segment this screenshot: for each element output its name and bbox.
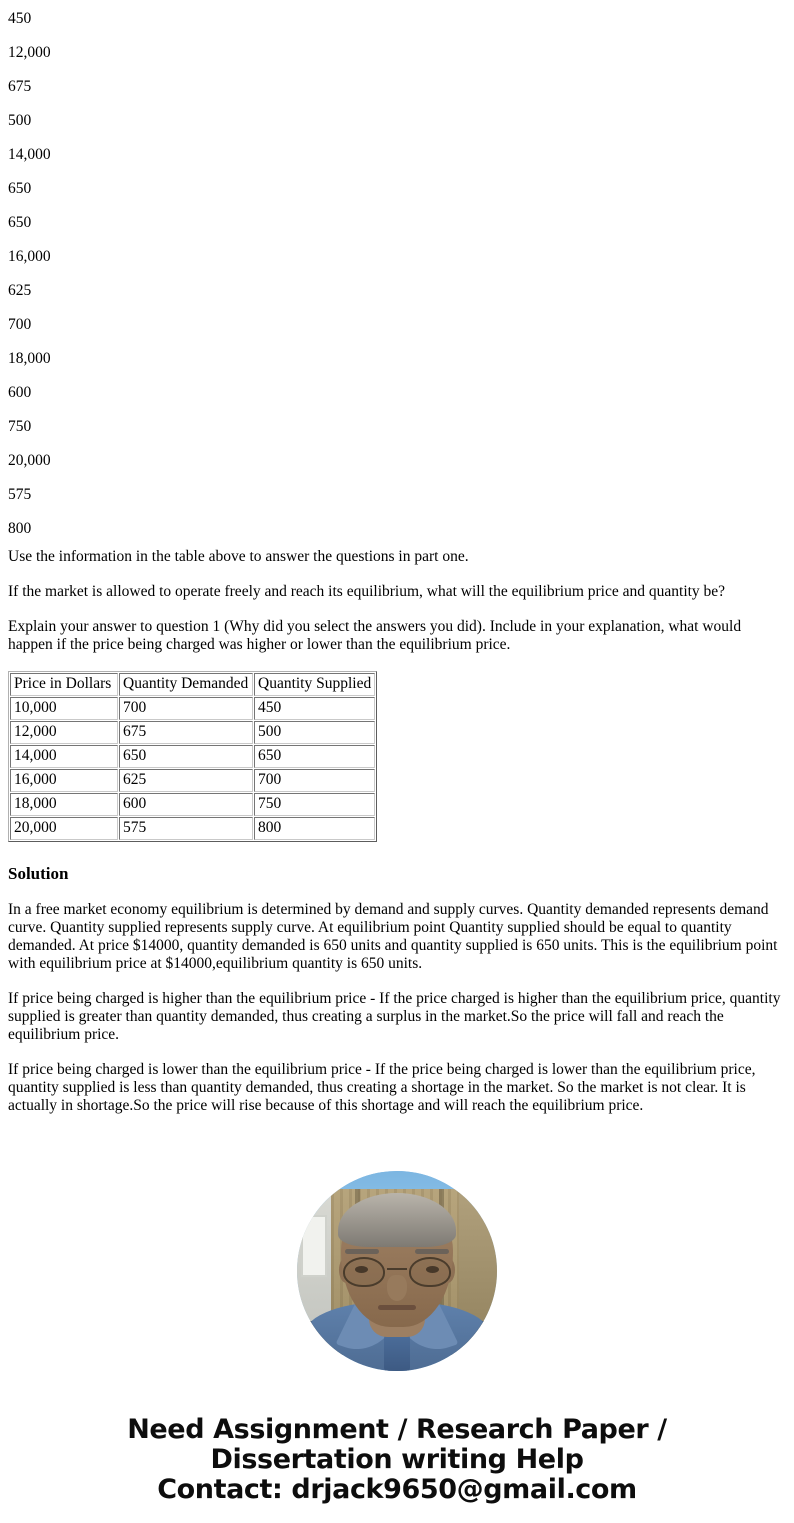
photo-nose bbox=[387, 1275, 407, 1301]
list-item: 700 bbox=[8, 316, 32, 333]
table-row bbox=[10, 793, 375, 816]
list-item: 14,000 bbox=[8, 146, 51, 163]
photo-lens-right bbox=[409, 1257, 451, 1287]
list-item: 800 bbox=[8, 520, 32, 537]
list-item: 20,000 bbox=[8, 452, 51, 469]
photo-tie bbox=[384, 1331, 410, 1371]
stray-number-list bbox=[8, 0, 786, 546]
list-item: 575 bbox=[8, 486, 32, 503]
solution-heading: Solution bbox=[8, 864, 69, 883]
intro-section bbox=[8, 548, 786, 654]
cell-price: 18,000 bbox=[10, 793, 118, 816]
cell-quantity-supplied: 700 bbox=[254, 769, 375, 792]
table-head bbox=[10, 673, 375, 696]
photo-glasses-bridge bbox=[387, 1268, 407, 1270]
photo-mouth bbox=[378, 1305, 416, 1310]
table-row bbox=[10, 769, 375, 792]
list-item: 625 bbox=[8, 282, 32, 299]
list-item: 12,000 bbox=[8, 44, 51, 61]
solution-paragraph-equilibrium: In a free market economy equilibrium is determined by demand and supply curves. Quantity demanded represents demand curve. Quantity supplied represents supply curve. At equilibrium point Quantity supplied should be equal to quantity demanded. At price $14000, quantity demanded is 650 units and quantity supplied is 650 units. This is the equilibrium point with equilibrium price at $14000,equilibrium quantity is 650 units. bbox=[8, 901, 778, 972]
instruction-paragraph: Use the information in the table above to answer the questions in part one. bbox=[8, 548, 469, 565]
photo-eyebrow-left bbox=[345, 1249, 379, 1254]
list-item: 600 bbox=[8, 384, 32, 401]
solution-paragraph-shortage: If price being charged is lower than the equilibrium price - If the price being charged is lower than the equilibrium price, quantity supplied is less than quantity demanded, thus creating a shortage in the market. So the market is not clear. It is actually in shortage.So the price will rise because of this shortage and will reach the equilibrium price. bbox=[8, 1061, 756, 1114]
promo-contact: Contact: drjack9650@gmail.com bbox=[157, 1474, 637, 1505]
table-row bbox=[10, 817, 375, 840]
list-item: 650 bbox=[8, 180, 32, 197]
column-header-quantity-supplied: Quantity Supplied bbox=[254, 673, 375, 696]
column-header-quantity-demanded: Quantity Demanded bbox=[119, 673, 253, 696]
table-row bbox=[10, 721, 375, 744]
column-header-price: Price in Dollars bbox=[10, 673, 118, 696]
cell-quantity-demanded: 600 bbox=[119, 793, 253, 816]
list-item: 500 bbox=[8, 112, 32, 129]
list-item: 450 bbox=[8, 10, 32, 27]
cell-quantity-supplied: 450 bbox=[254, 697, 375, 720]
table-row bbox=[10, 745, 375, 768]
portrait-section bbox=[8, 1171, 786, 1371]
cell-price: 10,000 bbox=[10, 697, 118, 720]
photo-window bbox=[301, 1215, 327, 1277]
avatar bbox=[297, 1171, 497, 1371]
cell-quantity-supplied: 650 bbox=[254, 745, 375, 768]
table-row bbox=[10, 697, 375, 720]
cell-quantity-supplied: 500 bbox=[254, 721, 375, 744]
promo-footer bbox=[8, 1415, 786, 1505]
cell-quantity-demanded: 625 bbox=[119, 769, 253, 792]
cell-price: 14,000 bbox=[10, 745, 118, 768]
question-2-paragraph: Explain your answer to question 1 (Why did you select the answers you did). Include in your explanation, what would happen if the price being charged was higher or lower than the equilibrium price. bbox=[8, 618, 742, 653]
question-1-paragraph: If the market is allowed to operate freely and reach its equilibrium, what will the equilibrium price and quantity be? bbox=[8, 583, 726, 600]
cell-quantity-demanded: 575 bbox=[119, 817, 253, 840]
cell-price: 20,000 bbox=[10, 817, 118, 840]
cell-price: 16,000 bbox=[10, 769, 118, 792]
photo-lens-left bbox=[343, 1257, 385, 1287]
supply-demand-table bbox=[8, 671, 377, 842]
table-header-row bbox=[10, 673, 375, 696]
solution-paragraph-surplus: If price being charged is higher than the equilibrium price - If the price charged is higher than the equilibrium price, quantity supplied is greater than quantity demanded, thus creating a surplus in the market.So the price will fall and reach the equilibrium price. bbox=[8, 990, 781, 1043]
cell-quantity-supplied: 750 bbox=[254, 793, 375, 816]
list-item: 18,000 bbox=[8, 350, 51, 367]
cell-quantity-supplied: 800 bbox=[254, 817, 375, 840]
list-item: 675 bbox=[8, 78, 32, 95]
table-body bbox=[10, 697, 375, 840]
list-item: 16,000 bbox=[8, 248, 51, 265]
list-item: 650 bbox=[8, 214, 32, 231]
list-item: 750 bbox=[8, 418, 32, 435]
photo-eyebrow-right bbox=[415, 1249, 449, 1254]
cell-price: 12,000 bbox=[10, 721, 118, 744]
promo-headline: Need Assignment / Research Paper / Dissertation writing Help bbox=[127, 1414, 667, 1475]
cell-quantity-demanded: 700 bbox=[119, 697, 253, 720]
cell-quantity-demanded: 650 bbox=[119, 745, 253, 768]
cell-quantity-demanded: 675 bbox=[119, 721, 253, 744]
